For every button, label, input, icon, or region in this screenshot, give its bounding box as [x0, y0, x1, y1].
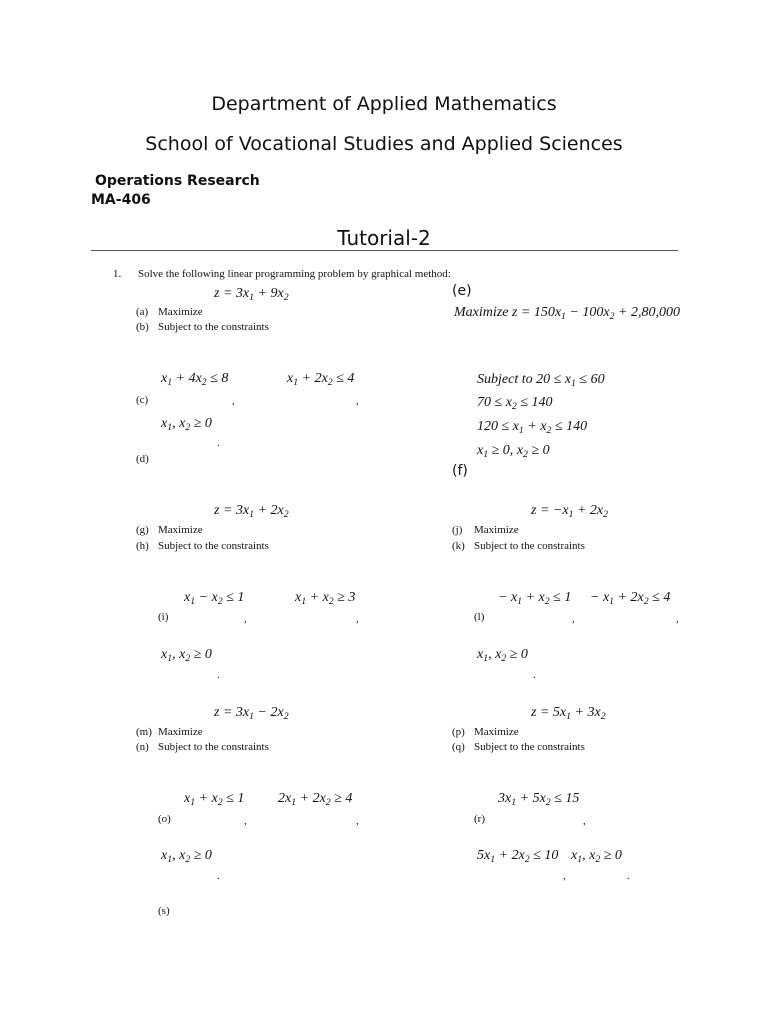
p4-subject: Subject to the constraints	[474, 540, 585, 552]
p6-comma-2: ,	[563, 870, 566, 882]
label-o: (o)	[158, 813, 171, 825]
header-divider	[91, 250, 678, 251]
p3-nonnegativity: $x_1$, $x_2 \ge 0$	[161, 647, 212, 664]
p1-period: .	[217, 437, 220, 449]
p5-maximize: Maximize	[158, 726, 203, 738]
p4-comma-2: ,	[676, 613, 679, 625]
p6-objective: $z = 5x_1 + 3x_2$	[531, 705, 606, 722]
p2-constraint-3: $120 \le x_1 + x_2 \le 140$	[477, 419, 588, 436]
p2-constraint-1: Subject to $20 \le x_1 \le 60$	[477, 372, 605, 389]
p5-objective: $z = 3x_1 - 2x_2$	[214, 705, 289, 722]
p1-comma-1: ,	[232, 395, 235, 407]
label-i: (i)	[158, 611, 169, 623]
p2-constraint-2: $70 \le x_2 \le 140$	[477, 395, 553, 412]
p4-nonnegativity: $x_1$, $x_2 \ge 0$	[477, 647, 528, 664]
p5-comma-2: ,	[356, 815, 359, 827]
p4-constraint-2: − $x_1 + 2x_2 \le 4$	[590, 590, 671, 607]
p6-nonnegativity: $x_1$, $x_2 \ge 0$	[571, 848, 622, 865]
department-title: Department of Applied Mathematics	[211, 93, 557, 115]
p1-constraint-2: $x_1 + 2x_2 \le 4$	[287, 371, 355, 388]
p4-constraint-1: − $x_1 + x_2 \le 1$	[498, 590, 572, 607]
label-m: (m)	[136, 726, 152, 738]
p3-constraint-1: $x_1 - x_2 \le 1$	[184, 590, 245, 607]
question-number: 1.	[113, 268, 122, 280]
p6-comma-1: ,	[583, 815, 586, 827]
p3-subject: Subject to the constraints	[158, 540, 269, 552]
course-code: MA-406	[91, 192, 151, 208]
label-b: (b)	[136, 321, 149, 333]
label-s: (s)	[158, 905, 170, 917]
p4-objective: $z = -x_1 + 2x_2$	[531, 503, 609, 520]
p6-constraint-2: $5x_1 + 2x_2 \le 10$	[477, 848, 559, 865]
label-r: (r)	[474, 813, 485, 825]
p5-comma-1: ,	[244, 815, 247, 827]
p1-constraint-1: $x_1 + 4x_2 \le 8$	[161, 371, 229, 388]
p6-subject: Subject to the constraints	[474, 741, 585, 753]
p1-comma-2: ,	[356, 395, 359, 407]
label-d: (d)	[136, 453, 149, 465]
p1-maximize: Maximize	[158, 306, 203, 318]
label-e: (e)	[452, 283, 472, 299]
label-f: (f)	[452, 463, 468, 479]
label-c: (c)	[136, 394, 149, 406]
p6-period: .	[627, 870, 630, 882]
question-text: Solve the following linear programming problem by graphical method:	[138, 268, 451, 280]
p4-maximize: Maximize	[474, 524, 519, 536]
p1-subject: Subject to the constraints	[158, 321, 269, 333]
label-n: (n)	[136, 741, 149, 753]
label-p: (p)	[452, 726, 465, 738]
p4-period: .	[533, 669, 536, 681]
label-a: (a)	[136, 306, 149, 318]
p6-constraint-1: $3x_1 + 5x_2 \le 15$	[498, 791, 580, 808]
course-name: Operations Research	[95, 173, 260, 189]
label-q: (q)	[452, 741, 465, 753]
p4-comma-1: ,	[572, 613, 575, 625]
p5-subject: Subject to the constraints	[158, 741, 269, 753]
label-g: (g)	[136, 524, 149, 536]
p3-objective: $z = 3x_1 + 2x_2$	[214, 503, 289, 520]
p3-comma-2: ,	[356, 613, 359, 625]
p2-nonnegativity: $x_1 \ge 0$, $x_2 \ge 0$	[477, 443, 550, 460]
p1-nonnegativity: $x_1$, $x_2 \ge 0$	[161, 416, 212, 433]
p5-period: .	[217, 870, 220, 882]
p5-nonnegativity: $x_1$, $x_2 \ge 0$	[161, 848, 212, 865]
p5-constraint-1: $x_1 + x_2 \le 1$	[184, 791, 245, 808]
label-k: (k)	[452, 540, 465, 552]
p6-maximize: Maximize	[474, 726, 519, 738]
tutorial-title: Tutorial-2	[337, 226, 431, 250]
label-j: (j)	[452, 524, 463, 536]
school-title: School of Vocational Studies and Applied Sciences	[145, 133, 623, 155]
label-h: (h)	[136, 540, 149, 552]
label-l: (l)	[474, 611, 485, 623]
p3-period: .	[217, 669, 220, 681]
p3-comma-1: ,	[244, 613, 247, 625]
p5-constraint-2: $2x_1 + 2x_2 \ge 4$	[278, 791, 353, 808]
p3-maximize: Maximize	[158, 524, 203, 536]
p3-constraint-2: $x_1 + x_2 \ge 3$	[295, 590, 356, 607]
p2-objective: Maximize $z = 150x_1 - 100x_2 + 2,80,000$	[454, 305, 680, 322]
p1-objective: $z = 3x_1 + 9x_2$	[214, 286, 289, 303]
